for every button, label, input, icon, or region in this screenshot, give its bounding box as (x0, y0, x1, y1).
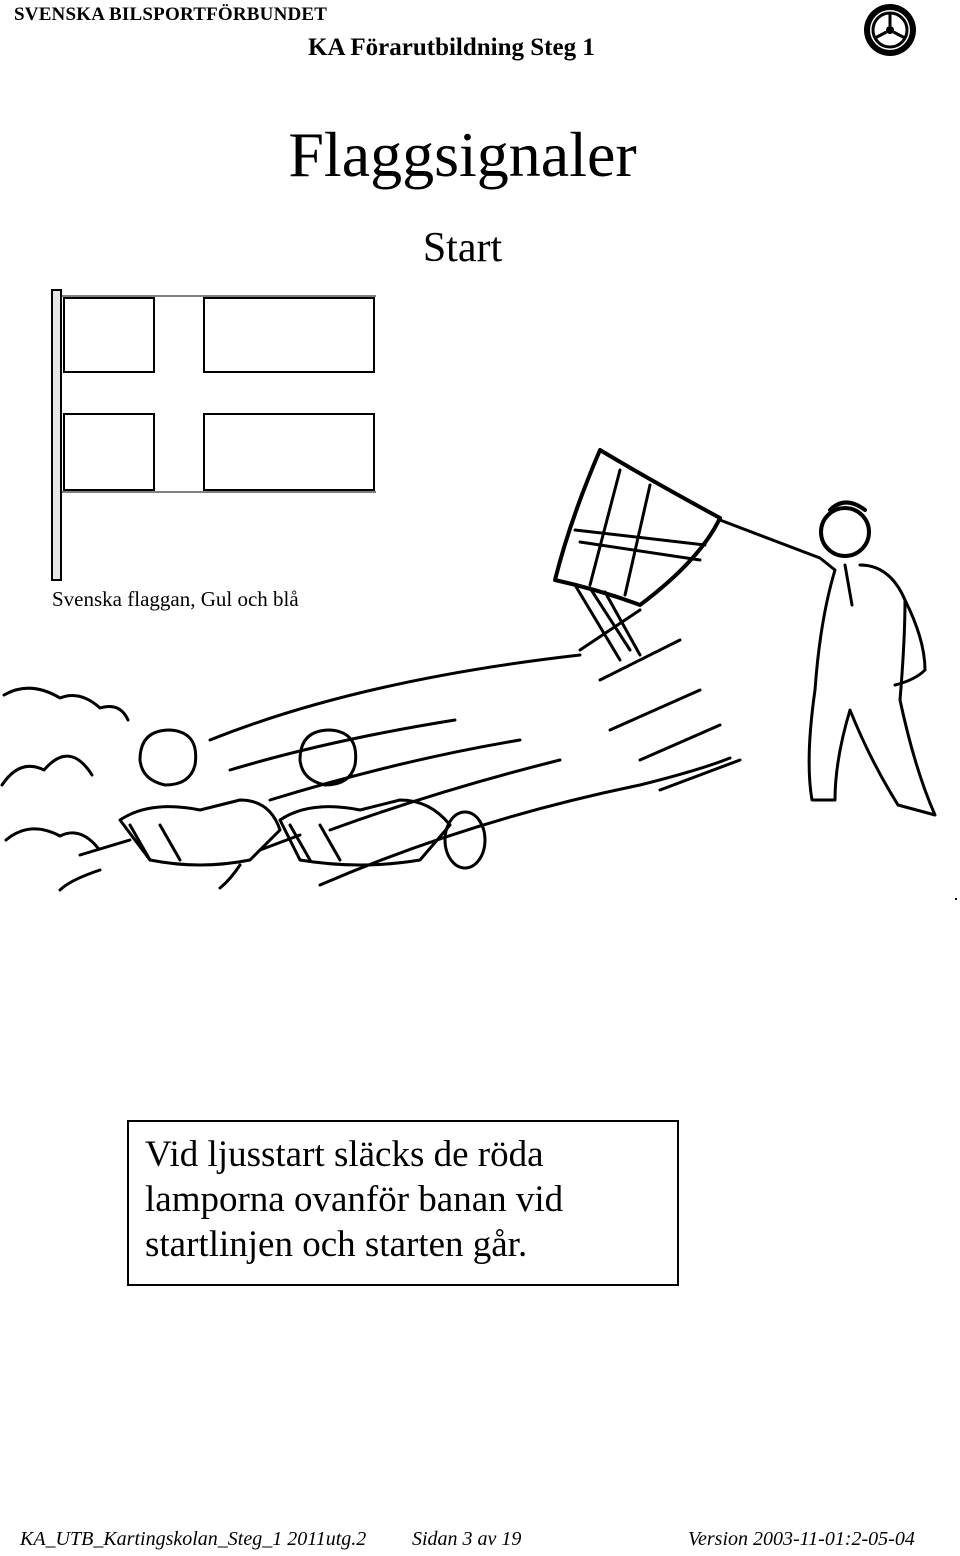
start-flag-scene-illustration (0, 440, 960, 910)
footer-version: Version 2003-11-01:2-05-04 (688, 1528, 915, 1550)
stray-dot (955, 898, 957, 900)
flag-caption: Svenska flaggan, Gul och blå (52, 587, 299, 611)
footer-filename: KA_UTB_Kartingskolan_Steg_1 2011utg.2 (20, 1528, 367, 1550)
info-line-2: lamporna ovanför banan vid (145, 1179, 564, 1220)
info-box (127, 1120, 679, 1286)
info-line-1: Vid ljusstart släcks de röda (145, 1134, 544, 1175)
federation-logo-icon (862, 2, 918, 58)
section-subtitle: Start (422, 225, 503, 271)
course-title: KA Förarutbildning Steg 1 (308, 34, 595, 61)
organization-name: SVENSKA BILSPORTFÖRBUNDET (14, 4, 328, 25)
info-line-3: startlinjen och starten går. (145, 1224, 528, 1265)
page-title: Flaggsignaler (288, 119, 637, 190)
footer-page-number: Sidan 3 av 19 (412, 1528, 522, 1550)
